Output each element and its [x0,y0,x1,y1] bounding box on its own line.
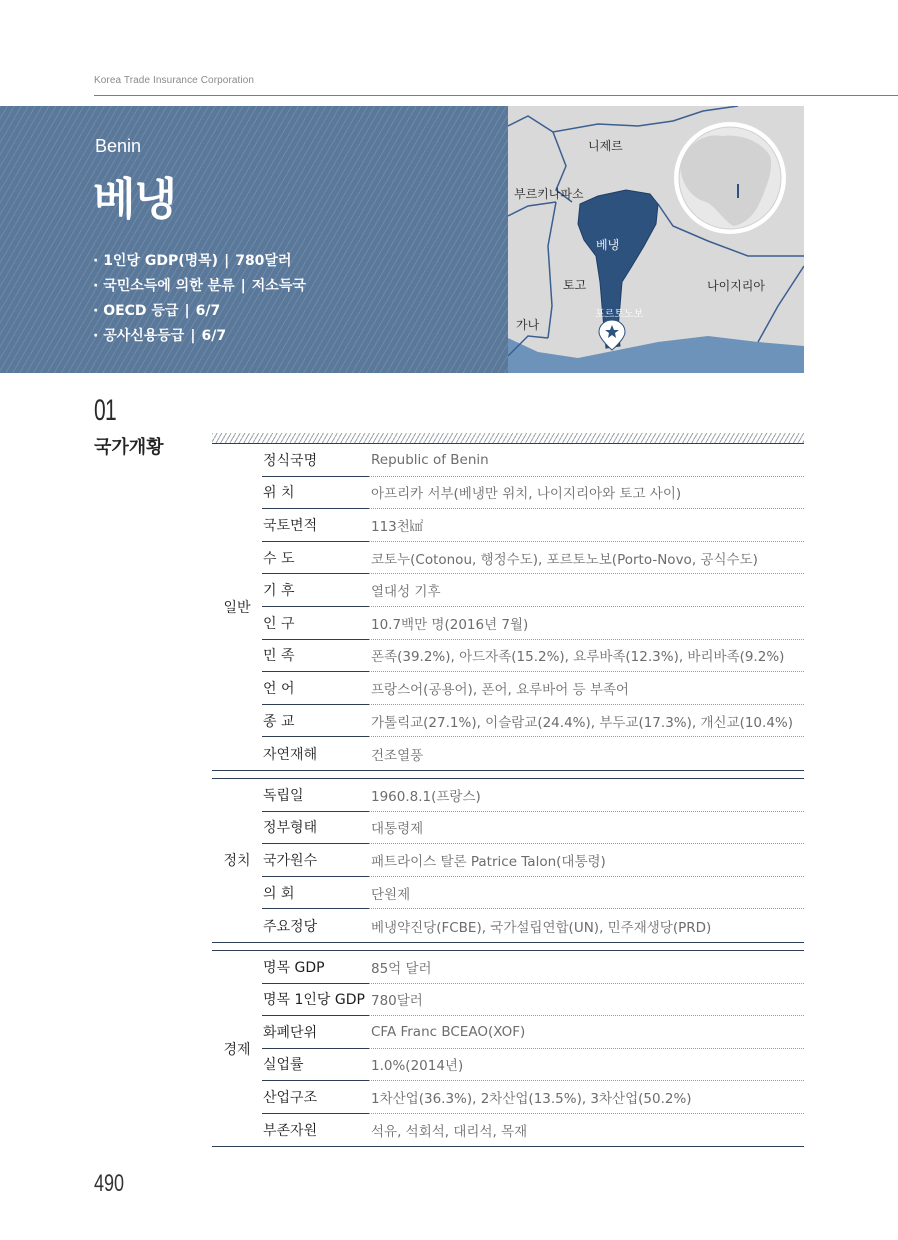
row-key: 민 족 [262,640,369,673]
group-divider [212,942,804,943]
row-value: CFA Franc BCEAO(XOF) [369,1016,804,1049]
row-value: 10.7백만 명(2016년 7월) [369,607,804,640]
country-name-ko: 베냉 [93,174,177,225]
table-row [262,844,804,877]
key-facts-list [93,249,306,349]
row-value: 폰족(39.2%), 아드자족(15.2%), 요루바족(12.3%), 바리바족(9.2%) [369,640,804,673]
group-label-economy: 경제 [223,1041,251,1058]
row-value: 85억 달러 [369,951,804,984]
map-graphic [508,106,804,373]
table-row [262,477,804,510]
row-value: Republic of Benin [369,444,804,477]
table-row [262,1016,804,1049]
table-row [262,444,804,477]
row-key: 실업률 [262,1049,369,1082]
row-key: 정식국명 [262,444,369,477]
fact-oecd-grade: · OECD 등급 | 6/7 [93,303,221,319]
table-row [262,737,804,770]
table-row [262,574,804,607]
row-value: 건조열풍 [371,747,424,764]
table-row [262,640,804,673]
group-label-general: 일반 [223,599,251,616]
row-value: 패트라이스 탈론 Patrice Talon(대통령) [369,844,804,877]
row-value: 코토누(Cotonou, 행정수도), 포르토노보(Porto-Novo, 공식수도) [369,542,804,575]
page-number: 490 [94,1170,125,1197]
row-value: 1.0%(2014년) [369,1049,804,1082]
country-banner [0,106,508,373]
table-row [262,542,804,575]
row-key: 의 회 [262,877,369,910]
row-key: 화폐단위 [262,1016,369,1049]
table-row [262,672,804,705]
row-key: 언 어 [262,672,369,705]
map-label-porto-novo: 포르토노보 [595,309,644,320]
group-divider [212,770,804,771]
organization-name: Korea Trade Insurance Corporation [94,75,255,86]
row-key: 인 구 [262,607,369,640]
row-key: 명목 GDP [262,951,369,984]
row-key: 국가원수 [262,844,369,877]
table-row [262,909,804,942]
table-row [262,705,804,738]
row-value: 1차산업(36.3%), 2차산업(13.5%), 3차산업(50.2%) [369,1081,804,1114]
table-bottom-rule [212,1146,804,1147]
group-general [212,443,804,770]
row-key: 주요정당 [263,918,318,935]
header-rule [94,95,898,96]
group-economy [212,950,804,1147]
map-label-niger: 니제르 [588,139,623,153]
table-row [262,1049,804,1082]
row-value: 아프리카 서부(베냉만 위치, 나이지리아와 토고 사이) [369,477,804,510]
row-key: 명목 1인당 GDP [262,984,369,1017]
row-key: 자연재해 [263,746,318,763]
table-row [262,951,804,984]
section-title: 국가개황 [94,437,164,458]
map-label-togo: 토고 [563,278,587,292]
group-label-politics: 정치 [223,853,251,870]
map-label-burkina-faso: 부르키나파소 [514,187,584,201]
row-value: 113천㎢ [369,509,804,542]
row-value: 780달러 [369,984,804,1017]
table-row [262,1081,804,1114]
fact-income-class: · 국민소득에 의한 분류 | 저소득국 [93,278,306,294]
row-key: 산업구조 [262,1081,369,1114]
country-name-en: Benin [95,136,142,156]
row-key: 수 도 [262,542,369,575]
table-row [262,607,804,640]
row-value: 프랑스어(공용어), 폰어, 요루바어 등 부족어 [369,672,804,705]
row-key: 정부형태 [262,812,369,845]
table-row [262,877,804,910]
row-key: 종 교 [262,705,369,738]
row-value: 대통령제 [369,812,804,845]
row-value: 열대성 기후 [369,574,804,607]
section-number: 01 [94,394,116,427]
table-row [262,509,804,542]
map-label-benin: 베냉 [596,238,620,252]
table-hatch-bar [212,433,804,443]
group-politics [212,778,804,942]
map-label-ghana: 가나 [516,318,540,332]
table-row [262,779,804,812]
fact-gdp-per-capita: · 1인당 GDP(명목) | 780달러 [93,253,292,269]
table-row [262,1114,804,1147]
table-row [262,812,804,845]
row-value: 베냉약진당(FCBE), 국가설립연합(UN), 민주재생당(PRD) [371,919,712,936]
row-value: 1960.8.1(프랑스) [369,779,804,812]
row-key: 위 치 [262,477,369,510]
globe-benin-highlight [737,184,739,198]
map-label-nigeria: 나이지리아 [707,279,765,293]
row-key: 독립일 [262,779,369,812]
country-overview-table [212,433,804,1147]
row-key: 기 후 [262,574,369,607]
row-value: 단원제 [369,877,804,910]
fact-credit-grade: · 공사신용등급 | 6/7 [93,328,227,344]
row-value: 석유, 석회석, 대리석, 목재 [371,1124,528,1141]
location-map [508,106,804,373]
row-value: 가톨릭교(27.1%), 이슬람교(24.4%), 부두교(17.3%), 개신교(10.4%) [369,705,804,738]
row-key: 국토면적 [262,509,369,542]
table-row [262,984,804,1017]
row-key: 부존자원 [263,1123,318,1140]
